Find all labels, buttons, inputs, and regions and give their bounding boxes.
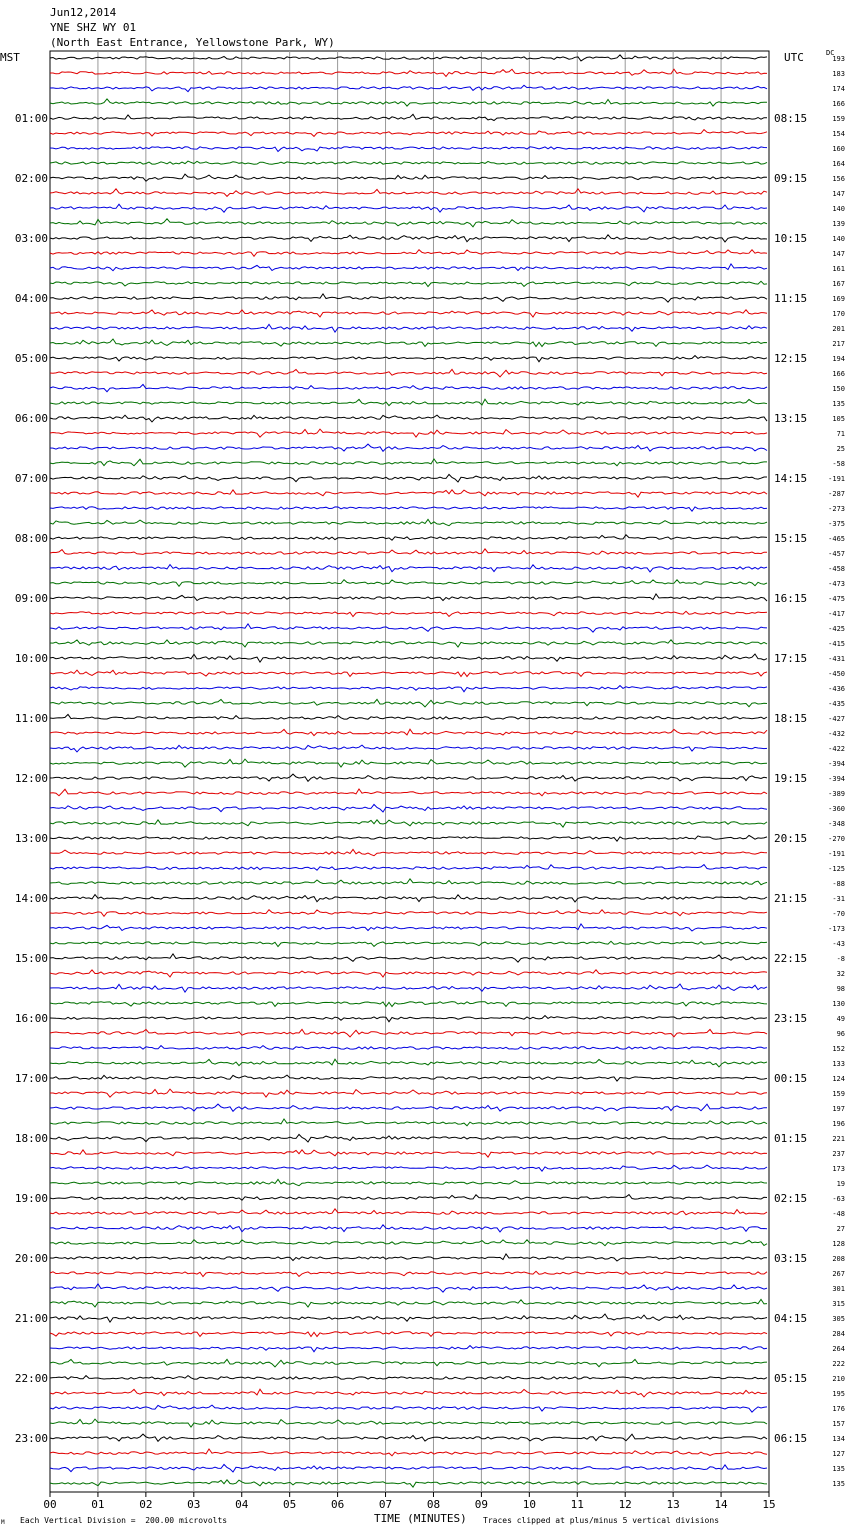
dc-value-label: 183 xyxy=(832,70,845,78)
seismic-trace xyxy=(50,310,767,317)
dc-value-label: 264 xyxy=(832,1345,845,1353)
seismic-trace xyxy=(50,1332,767,1337)
utc-hour-label: 01:15 xyxy=(774,1132,808,1145)
utc-hour-label: 11:15 xyxy=(774,292,808,305)
right-axis-title: UTC xyxy=(784,51,804,64)
dc-value-label: -465 xyxy=(828,535,845,543)
dc-value-label: 147 xyxy=(832,250,845,258)
dc-value-label: 140 xyxy=(832,205,845,213)
seismic-trace xyxy=(50,114,767,120)
dc-value-label: 139 xyxy=(832,220,845,228)
seismic-trace xyxy=(50,369,767,377)
dc-value-label: 25 xyxy=(836,445,845,453)
seismic-trace xyxy=(50,1299,767,1307)
utc-hour-label: 15:15 xyxy=(774,532,808,545)
seismic-trace xyxy=(50,85,767,91)
mst-hour-label: 21:00 xyxy=(14,1312,48,1325)
dc-value-label: 315 xyxy=(832,1300,845,1308)
mst-hour-label: 13:00 xyxy=(14,832,48,845)
seismic-trace xyxy=(50,594,767,601)
x-tick-label: 10 xyxy=(522,1498,536,1511)
footer-mark: M xyxy=(1,1519,5,1526)
mst-hour-label: 12:00 xyxy=(14,772,48,785)
dc-value-label: -436 xyxy=(828,685,845,693)
dc-value-label: 208 xyxy=(832,1255,845,1263)
seismic-trace xyxy=(50,1104,767,1111)
dc-value-label: -475 xyxy=(828,595,845,603)
dc-value-label: 170 xyxy=(832,310,845,318)
utc-hour-label: 20:15 xyxy=(774,832,808,845)
seismic-trace xyxy=(50,69,767,76)
utc-hour-label: 04:15 xyxy=(774,1312,808,1325)
mst-hour-label: 18:00 xyxy=(14,1132,48,1145)
dc-value-label: 157 xyxy=(832,1420,845,1428)
seismic-trace xyxy=(50,399,767,405)
seismic-trace xyxy=(50,1480,767,1487)
x-tick-label: 09 xyxy=(474,1498,489,1511)
seismic-trace xyxy=(50,879,767,885)
mst-hour-label: 20:00 xyxy=(14,1252,48,1265)
dc-value-label: 217 xyxy=(832,340,845,348)
seismic-trace xyxy=(50,1134,767,1142)
dc-value-label: 174 xyxy=(832,85,845,93)
seismic-trace xyxy=(50,235,767,242)
dc-value-label: 196 xyxy=(832,1120,845,1128)
dc-value-label: 301 xyxy=(832,1285,845,1293)
dc-value-label: -394 xyxy=(828,775,845,783)
seismic-trace xyxy=(50,415,767,422)
dc-value-label: -450 xyxy=(828,670,845,678)
x-tick-label: 04 xyxy=(235,1498,249,1511)
seismic-trace xyxy=(50,774,767,781)
x-tick-label: 01 xyxy=(91,1498,105,1511)
dc-value-label: 96 xyxy=(836,1030,845,1038)
seismic-trace xyxy=(50,686,767,692)
dc-value-label: -432 xyxy=(828,730,845,738)
x-tick-label: 02 xyxy=(139,1498,153,1511)
seismic-trace xyxy=(50,924,767,931)
utc-hour-label: 18:15 xyxy=(774,712,808,725)
seismic-trace xyxy=(50,1195,767,1201)
seismic-trace xyxy=(50,384,767,391)
seismic-trace xyxy=(50,444,767,451)
seismic-trace xyxy=(50,535,767,540)
dc-value-label: -417 xyxy=(828,610,845,618)
dc-value-label: 237 xyxy=(832,1150,845,1158)
seismic-trace xyxy=(50,1464,767,1472)
x-tick-label: 14 xyxy=(714,1498,728,1511)
x-tick-label: 00 xyxy=(43,1498,57,1511)
seismic-trace xyxy=(50,611,767,616)
dc-value-label: 195 xyxy=(832,1390,845,1398)
dc-value-label: -63 xyxy=(832,1195,845,1203)
utc-hour-label: 14:15 xyxy=(774,472,808,485)
dc-value-label: -375 xyxy=(828,520,845,528)
mst-hour-label: 04:00 xyxy=(14,292,48,305)
mst-hour-label: 10:00 xyxy=(14,652,48,665)
mst-hour-label: 02:00 xyxy=(14,172,48,185)
x-tick-label: 03 xyxy=(187,1498,201,1511)
seismic-trace xyxy=(50,55,767,61)
dc-value-label: 159 xyxy=(832,1090,845,1098)
dc-value-label: -394 xyxy=(828,760,845,768)
dc-value-label: -191 xyxy=(828,475,845,483)
dc-value-label: -125 xyxy=(828,865,845,873)
seismic-trace xyxy=(50,490,767,497)
seismic-trace xyxy=(50,670,767,676)
mst-hour-label: 09:00 xyxy=(14,592,48,605)
dc-value-label: 19 xyxy=(836,1180,845,1188)
dc-value-label: -273 xyxy=(828,505,845,513)
utc-hour-label: 16:15 xyxy=(774,592,808,605)
utc-hour-label: 19:15 xyxy=(774,772,808,785)
utc-hour-label: 13:15 xyxy=(774,412,808,425)
dc-value-label: -425 xyxy=(828,625,845,633)
dc-value-label: -191 xyxy=(828,850,845,858)
dc-value-label: 169 xyxy=(832,295,845,303)
seismic-trace xyxy=(50,294,767,302)
mst-hour-label: 14:00 xyxy=(14,892,48,905)
utc-hour-label: 05:15 xyxy=(774,1372,808,1385)
dc-value-label: 156 xyxy=(832,175,845,183)
seismic-trace xyxy=(50,264,767,271)
dc-value-label: -415 xyxy=(828,640,845,648)
dc-value-label: -8 xyxy=(836,955,845,963)
dc-value-label: 98 xyxy=(836,985,845,993)
seismic-trace xyxy=(50,174,767,181)
dc-value-label: 49 xyxy=(836,1015,845,1023)
seismic-trace xyxy=(50,759,767,767)
seismic-trace xyxy=(50,1314,767,1322)
header-location: (North East Entrance, Yellowstone Park, WY) xyxy=(50,36,335,49)
mst-hour-label: 23:00 xyxy=(14,1432,48,1445)
dc-value-label: -431 xyxy=(828,655,845,663)
mst-hour-label: 05:00 xyxy=(14,352,48,365)
dc-value-label: -173 xyxy=(828,925,845,933)
mst-hour-label: 22:00 xyxy=(14,1372,48,1385)
dc-value-label: 284 xyxy=(832,1330,845,1338)
dc-value-label: -427 xyxy=(828,715,845,723)
mst-hour-label: 17:00 xyxy=(14,1072,48,1085)
seismic-trace xyxy=(50,729,767,735)
seismic-trace xyxy=(50,519,767,525)
seismic-trace xyxy=(50,1419,767,1427)
utc-hour-label: 09:15 xyxy=(774,172,808,185)
dc-value-label: 105 xyxy=(832,415,845,423)
mst-hour-label: 15:00 xyxy=(14,952,48,965)
dc-value-label: -457 xyxy=(828,550,845,558)
footer-division: Each Vertical Division = 200.00 microvolts xyxy=(20,1516,228,1525)
dc-value-label: 135 xyxy=(832,1465,845,1473)
seismic-trace xyxy=(50,161,767,164)
dc-value-label: 154 xyxy=(832,130,845,138)
seismic-trace xyxy=(50,147,767,152)
utc-hour-label: 21:15 xyxy=(774,892,808,905)
dc-value-label: 221 xyxy=(832,1135,845,1143)
dc-value-label: -70 xyxy=(832,910,845,918)
x-tick-label: 12 xyxy=(618,1498,632,1511)
seismic-trace xyxy=(50,1346,767,1352)
dc-value-label: 267 xyxy=(832,1270,845,1278)
utc-hour-label: 10:15 xyxy=(774,232,808,245)
dc-value-label: 133 xyxy=(832,1060,845,1068)
seismic-trace xyxy=(50,941,767,946)
dc-value-label: -422 xyxy=(828,745,845,753)
header-station: YNE SHZ WY 01 xyxy=(50,21,137,34)
seismic-trace xyxy=(50,624,767,632)
seismic-trace xyxy=(50,984,767,992)
seismic-trace xyxy=(50,849,767,855)
seismic-trace xyxy=(50,1376,767,1380)
seismic-trace xyxy=(50,565,767,572)
seismic-trace xyxy=(50,324,767,332)
seismic-trace xyxy=(50,130,767,137)
seismic-trace xyxy=(50,1254,767,1261)
seismic-trace xyxy=(50,1165,767,1171)
dc-title: DC xyxy=(826,49,835,57)
x-tick-label: 11 xyxy=(570,1498,584,1511)
x-tick-label: 15 xyxy=(762,1498,776,1511)
seismic-trace xyxy=(50,1046,767,1050)
seismic-trace xyxy=(50,204,767,212)
seismic-trace xyxy=(50,1075,767,1081)
seismic-trace xyxy=(50,699,767,707)
x-tick-label: 05 xyxy=(283,1498,297,1511)
utc-hour-label: 03:15 xyxy=(774,1252,808,1265)
dc-value-label: 197 xyxy=(832,1105,845,1113)
x-tick-label: 07 xyxy=(378,1498,393,1511)
x-tick-label: 13 xyxy=(666,1498,680,1511)
seismic-trace xyxy=(50,1089,767,1097)
utc-hour-label: 17:15 xyxy=(774,652,808,665)
seismic-trace xyxy=(50,1449,767,1456)
seismic-trace xyxy=(50,474,767,482)
dc-value-label: -287 xyxy=(828,490,845,498)
seismic-trace xyxy=(50,1016,767,1022)
dc-value-label: 71 xyxy=(836,430,845,438)
seismic-trace xyxy=(50,954,767,962)
dc-value-label: -58 xyxy=(832,460,845,468)
dc-value-label: 305 xyxy=(832,1315,845,1323)
utc-hour-label: 22:15 xyxy=(774,952,808,965)
seismic-trace xyxy=(50,745,767,752)
utc-hour-label: 06:15 xyxy=(774,1432,808,1445)
dc-value-label: 130 xyxy=(832,1000,845,1008)
dc-value-label: 134 xyxy=(832,1435,845,1443)
seismic-trace xyxy=(50,549,767,555)
dc-value-label: 193 xyxy=(832,55,845,63)
seismic-trace xyxy=(50,189,767,197)
seismic-trace xyxy=(50,1179,767,1185)
dc-value-label: -458 xyxy=(828,565,845,573)
dc-value-label: 150 xyxy=(832,385,845,393)
seismic-trace xyxy=(50,640,767,647)
dc-value-label: -270 xyxy=(828,835,845,843)
seismic-trace xyxy=(50,356,767,362)
dc-value-label: 194 xyxy=(832,355,845,363)
seismic-trace xyxy=(50,1029,767,1037)
x-tick-label: 08 xyxy=(426,1498,441,1511)
footer-clipping: Traces clipped at plus/minus 5 vertical divisions xyxy=(483,1516,720,1525)
utc-hour-label: 12:15 xyxy=(774,352,808,365)
dc-value-label: 127 xyxy=(832,1450,845,1458)
seismic-trace xyxy=(50,970,767,977)
dc-value-label: 166 xyxy=(832,100,845,108)
dc-value-label: 135 xyxy=(832,400,845,408)
dc-value-label: 124 xyxy=(832,1075,845,1083)
dc-value-label: 32 xyxy=(836,970,845,978)
seismic-trace xyxy=(50,1225,767,1232)
seismic-trace xyxy=(50,895,767,902)
seismic-trace xyxy=(50,789,767,796)
dc-value-label: 160 xyxy=(832,145,845,153)
utc-hour-label: 08:15 xyxy=(774,112,808,125)
dc-value-label: -88 xyxy=(832,880,845,888)
dc-value-label: 161 xyxy=(832,265,845,273)
seismic-trace xyxy=(50,865,767,871)
mst-hour-label: 11:00 xyxy=(14,712,48,725)
dc-value-label: 140 xyxy=(832,235,845,243)
dc-value-label: -389 xyxy=(828,790,845,798)
dc-value-label: 166 xyxy=(832,370,845,378)
dc-value-label: 173 xyxy=(832,1165,845,1173)
seismic-trace xyxy=(50,1284,767,1292)
seismic-trace xyxy=(50,250,767,257)
dc-value-label: 167 xyxy=(832,280,845,288)
dc-value-label: 128 xyxy=(832,1240,845,1248)
mst-hour-label: 19:00 xyxy=(14,1192,48,1205)
seismic-trace xyxy=(50,429,767,437)
seismic-trace xyxy=(50,1059,767,1067)
dc-value-label: 147 xyxy=(832,190,845,198)
seismic-trace xyxy=(50,910,767,917)
mst-hour-label: 01:00 xyxy=(14,112,48,125)
dc-value-label: -360 xyxy=(828,805,845,813)
seismic-trace xyxy=(50,820,767,827)
utc-hour-label: 23:15 xyxy=(774,1012,808,1025)
dc-value-label: -43 xyxy=(832,940,845,948)
dc-value-label: -31 xyxy=(832,895,845,903)
dc-value-label: 201 xyxy=(832,325,845,333)
seismic-trace xyxy=(50,1389,767,1397)
seismic-trace xyxy=(50,1119,767,1126)
dc-value-label: 164 xyxy=(832,160,845,168)
mst-hour-label: 07:00 xyxy=(14,472,48,485)
seismic-trace xyxy=(50,339,767,347)
seismic-trace xyxy=(50,654,767,662)
seismic-trace xyxy=(50,580,767,587)
plot-frame xyxy=(50,51,769,1492)
utc-hour-label: 00:15 xyxy=(774,1072,808,1085)
seismic-trace xyxy=(50,99,767,106)
utc-hour-label: 02:15 xyxy=(774,1192,808,1205)
header-date: Jun12,2014 xyxy=(50,6,117,19)
seismic-trace xyxy=(50,1240,767,1246)
seismic-trace xyxy=(50,714,767,719)
seismic-trace xyxy=(50,1434,767,1441)
seismic-trace xyxy=(50,281,767,286)
seismic-trace xyxy=(50,507,767,511)
dc-value-label: 222 xyxy=(832,1360,845,1368)
seismic-trace xyxy=(50,1150,767,1157)
seismic-trace xyxy=(50,1271,767,1276)
dc-value-label: 210 xyxy=(832,1375,845,1383)
x-axis-label: TIME (MINUTES) xyxy=(374,1512,467,1525)
dc-value-label: 176 xyxy=(832,1405,845,1413)
mst-hour-label: 03:00 xyxy=(14,232,48,245)
seismic-trace xyxy=(50,1209,767,1215)
dc-value-label: -473 xyxy=(828,580,845,588)
dc-value-label: -435 xyxy=(828,700,845,708)
x-tick-label: 06 xyxy=(330,1498,345,1511)
dc-value-label: 152 xyxy=(832,1045,845,1053)
mst-hour-label: 06:00 xyxy=(14,412,48,425)
seismic-trace xyxy=(50,1002,767,1007)
seismic-trace xyxy=(50,835,767,841)
seismic-trace xyxy=(50,459,767,466)
seismic-trace xyxy=(50,1359,767,1367)
seismic-trace xyxy=(50,219,767,227)
dc-value-label: 135 xyxy=(832,1480,845,1488)
dc-value-label: -348 xyxy=(828,820,845,828)
left-axis-title: MST xyxy=(0,51,20,64)
seismic-trace xyxy=(50,804,767,812)
mst-hour-label: 16:00 xyxy=(14,1012,48,1025)
dc-value-label: 159 xyxy=(832,115,845,123)
dc-value-label: -48 xyxy=(832,1210,845,1218)
seismic-trace xyxy=(50,1405,767,1412)
mst-hour-label: 08:00 xyxy=(14,532,48,545)
dc-value-label: 27 xyxy=(836,1225,845,1233)
